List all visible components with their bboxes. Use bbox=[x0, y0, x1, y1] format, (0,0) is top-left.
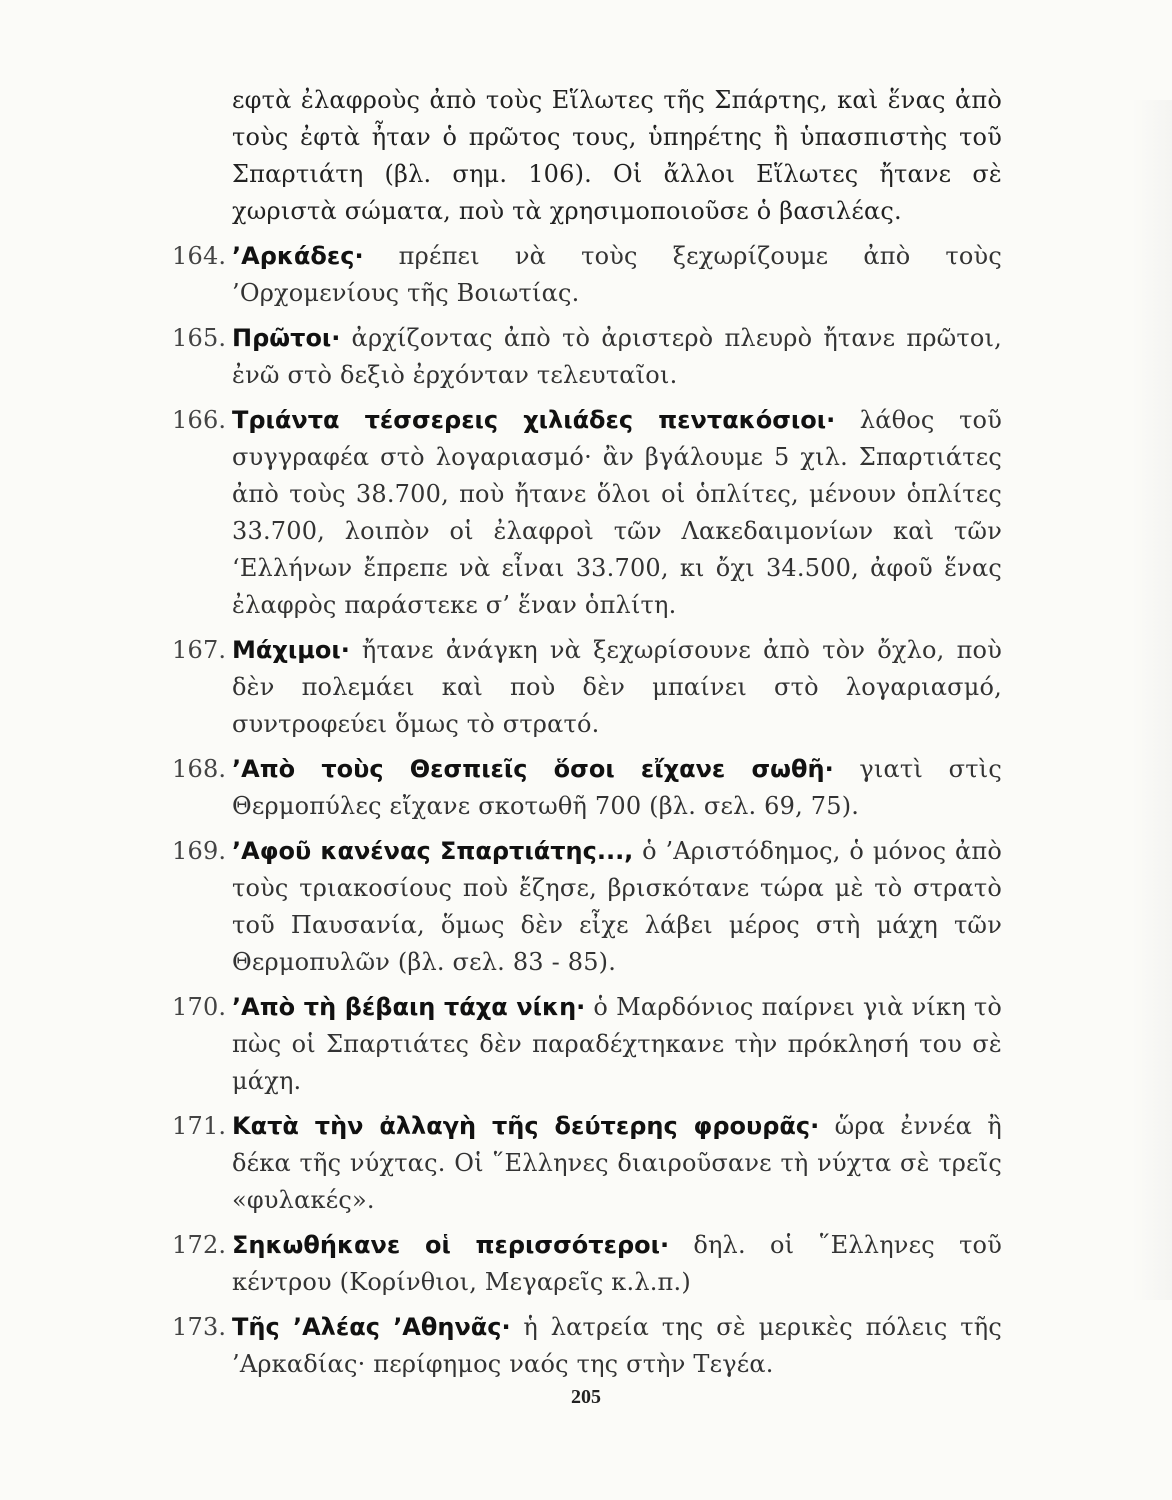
note-lemma: ’Αρκάδες· bbox=[232, 242, 364, 270]
note-text: ὥρα ἐννέα ἢ δέκα τῆς νύχτας. Οἱ ῞Ελληνες διαιροῦσανε τὴ νύχτα σὲ τρεῖς «φυλακές». bbox=[232, 1112, 1002, 1214]
note-165 bbox=[172, 320, 1002, 394]
note-lemma: Σηκωθήκανε οἱ περισσότεροι· bbox=[232, 1231, 670, 1259]
note-text: ἡ λατρεία της σὲ μερικὲς πόλεις τῆς ’Αρκαδίας· περίφημος ναός της στὴν Τεγέα. bbox=[232, 1313, 1002, 1378]
note-lemma: ’Αφοῦ κανένας Σπαρτιάτης..., bbox=[232, 837, 634, 865]
note-number: 166. bbox=[172, 406, 227, 434]
note-number: 170. bbox=[172, 993, 227, 1021]
note-number: 164. bbox=[172, 242, 227, 270]
note-text: ὁ Μαρδόνιος παίρνει γιὰ νίκη τὸ πὼς οἱ Σπαρτιάτες δὲν παραδέχτηκανε τὴν πρόκλησή του σὲ μάχη. bbox=[232, 993, 1002, 1095]
note-text: λάθος τοῦ συγγραφέα στὸ λογαριασμό· ἂν βγάλουμε 5 χιλ. Σπαρτιάτες ἀπὸ τοὺς 38.700, ποὺ ἤτανε ὅλοι οἱ ὁπλίτες, μένουν ὁπλίτες 33.700, λοιπὸν οἱ ἐλαφροὶ τῶν Λακεδαιμονίων καὶ τῶν ‘Ελλήνων ἔπρεπε νὰ εἶναι 33.700, κι ὄχι 34.500, ἀφοῦ ἕνας ἐλαφρὸς παράστεκε σ’ ἕναν ὁπλίτη. bbox=[232, 406, 1002, 619]
bleed-through-shadow bbox=[1132, 100, 1172, 1300]
note-text: ὁ ’Αριστόδημος, ὁ μόνος ἀπὸ τοὺς τριακοσίους ποὺ ἔζησε, βρισκότανε τώρα μὲ τὸ στρατὸ τοῦ Παυσανία, ὅμως δὲν εἶχε λάβει μέρος στὴ μάχη τῶν Θερμοπυλῶν (βλ. σελ. 83 - 85). bbox=[232, 837, 1003, 976]
note-164 bbox=[172, 238, 1002, 312]
note-167 bbox=[172, 632, 1002, 743]
continued-note-text: εφτὰ ἐλαφροὺς ἀπὸ τοὺς Εἵλωτες τῆς Σπάρτης, καὶ ἕνας ἀπὸ τοὺς ἐφτὰ ἦταν ὁ πρῶτος τους, ὑπηρέτης ἢ ὑπασπιστὴς τοῦ Σπαρτιάτη (βλ. σημ. 106). Οἱ ἄλλοι Εἵλωτες ἤτανε σὲ χωριστὰ σώματα, ποὺ τὰ χρησιμοποιοῦσε ὁ βασιλέας. bbox=[232, 86, 1002, 225]
page-number: 205 bbox=[571, 1386, 601, 1408]
note-text: ἤτανε ἀνάγκη νὰ ξεχωρίσουνε ἀπὸ τὸν ὄχλο, ποὺ δὲν πολεμάει καὶ ποὺ δὲν μπαίνει στὸ λογαριασμό, συντροφεύει ὅμως τὸ στρατό. bbox=[232, 636, 1002, 738]
note-text: γιατὶ στὶς Θερμοπύλες εἴχανε σκοτωθῆ 700 (βλ. σελ. 69, 75). bbox=[232, 755, 1002, 820]
note-lemma: Πρῶτοι· bbox=[232, 324, 341, 352]
note-172 bbox=[172, 1227, 1002, 1301]
note-169 bbox=[172, 833, 1002, 981]
note-number: 173. bbox=[172, 1313, 227, 1341]
note-number: 169. bbox=[172, 837, 227, 865]
note-number: 165. bbox=[172, 324, 227, 352]
note-lemma: Κατὰ τὴν ἀλλαγὴ τῆς δεύτερης φρουρᾶς· bbox=[232, 1112, 820, 1140]
note-number: 172. bbox=[172, 1231, 227, 1259]
note-170 bbox=[172, 989, 1002, 1100]
note-text: πρέπει νὰ τοὺς ξεχωρίζουμε ἀπὸ τοὺς ’Ορχομενίους τῆς Βοιωτίας. bbox=[232, 242, 1002, 307]
note-166 bbox=[172, 402, 1002, 624]
note-number: 168. bbox=[172, 755, 227, 783]
note-text: ἀρχίζοντας ἀπὸ τὸ ἀριστερὸ πλευρὸ ἤτανε πρῶτοι, ἐνῶ στὸ δεξιὸ ἐρχόνταν τελευταῖοι. bbox=[232, 324, 1002, 389]
note-173 bbox=[172, 1309, 1002, 1383]
note-lemma: Μάχιμοι· bbox=[232, 636, 350, 664]
note-lemma: ’Απὸ τὴ βέβαιη τάχα νίκη· bbox=[232, 993, 586, 1021]
note-lemma: Τῆς ’Αλέας ’Αθηνᾶς· bbox=[232, 1313, 511, 1341]
notes-column bbox=[172, 82, 1002, 1391]
note-lemma: Τριάντα τέσσερεις χιλιάδες πεντακόσιοι· bbox=[232, 406, 836, 434]
note-168 bbox=[172, 751, 1002, 825]
note-number: 167. bbox=[172, 636, 227, 664]
note-lemma: ’Απὸ τοὺς Θεσπιεῖς ὅσοι εἴχανε σωθῆ· bbox=[232, 755, 834, 783]
note-text: δηλ. οἱ ῞Ελληνες τοῦ κέντρου (Κορίνθιοι, Μεγαρεῖς κ.λ.π.) bbox=[232, 1231, 1002, 1296]
note-171 bbox=[172, 1108, 1002, 1219]
note-number: 171. bbox=[172, 1112, 227, 1140]
